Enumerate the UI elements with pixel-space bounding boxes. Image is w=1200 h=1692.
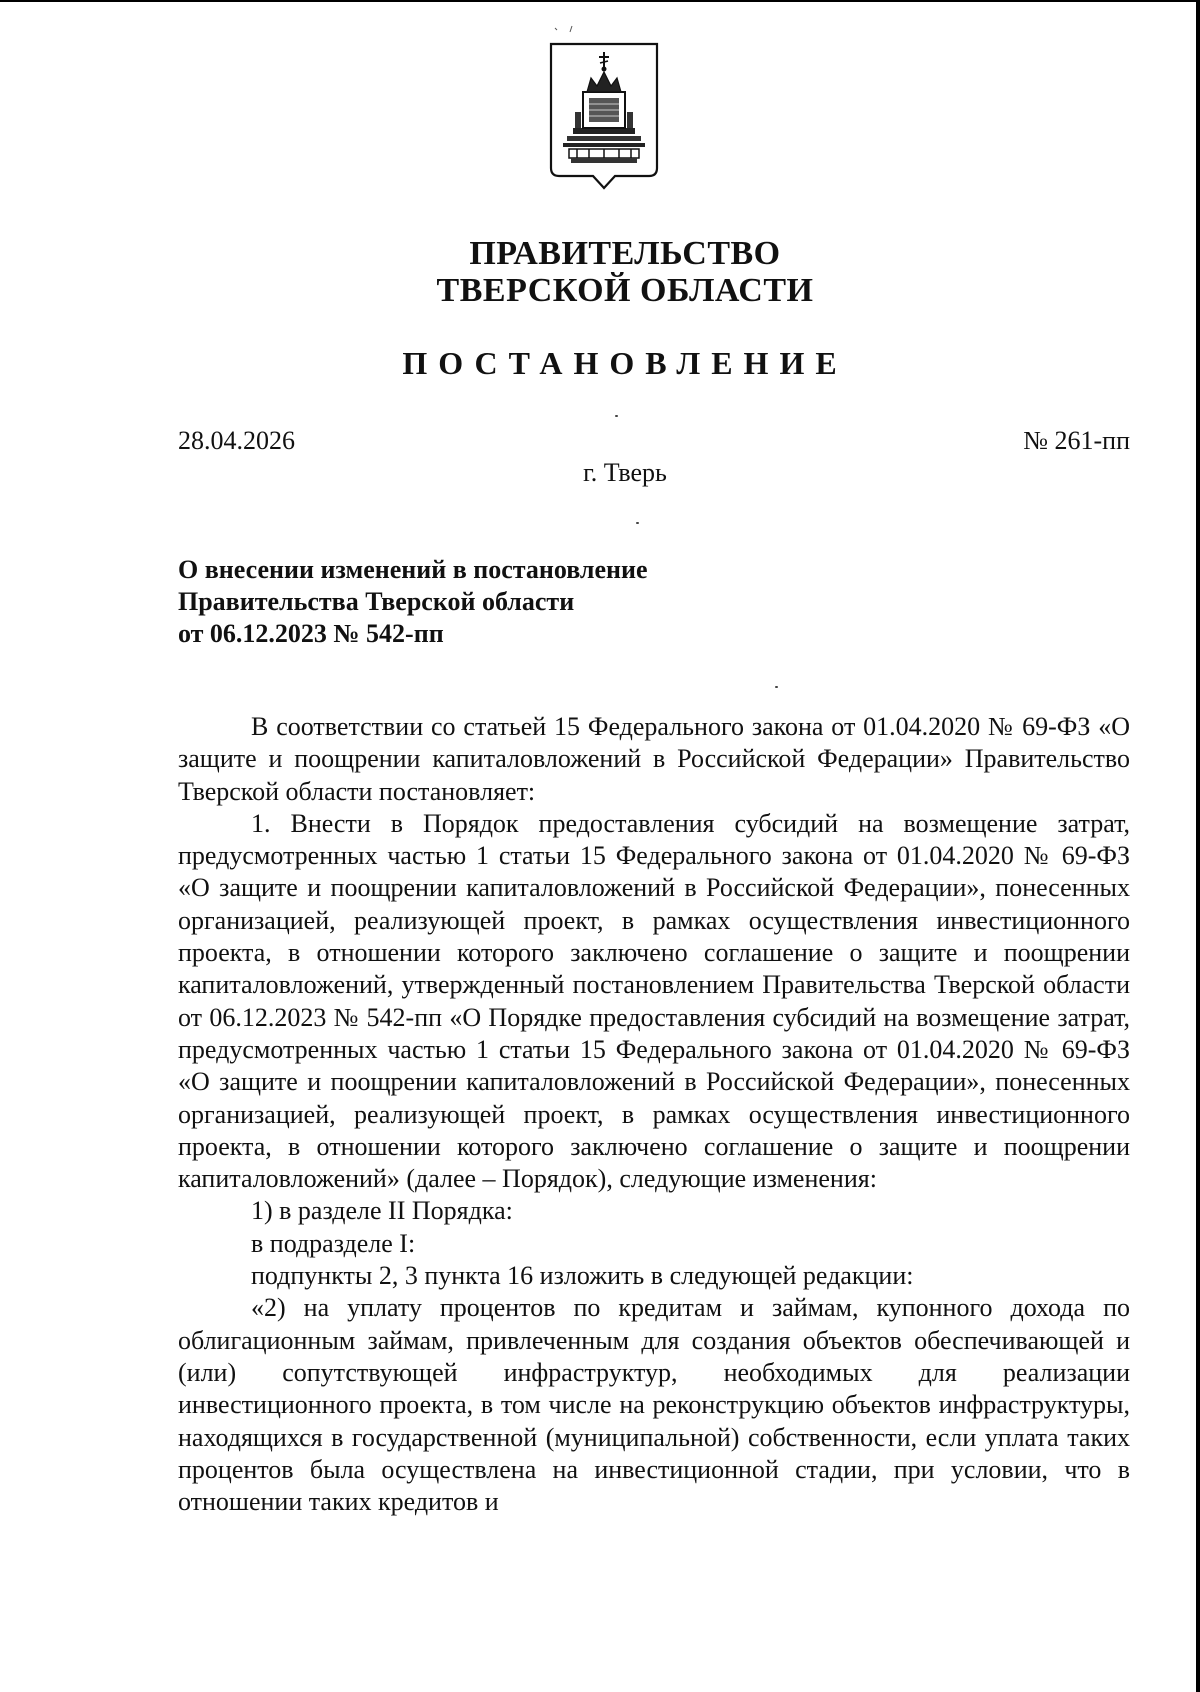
body-paragraph: «2) на уплату процентов по кредитам и займам, купонного дохода по облигационным займам, привлеченным для создания объектов обеспечивающей и (или) сопутствующей инфраструктур, необходимых для реализации инвестиционного проекта, в том числе на реконструкцию объектов инфраструктуры, находящихся в государственной (муниципальной) собственности, если уплата таких процентов была осуществлена на инвестиционной стадии, при условии, что в отношении таких кредитов и (178, 1293, 1130, 1517)
body-paragraph: 1. Внести в Порядок предоставления субсидий на возмещение затрат, предусмотренных частью 1 статьи 15 Федерального закона от 01.04.2020 № 69-ФЗ «О защите и поощрении капиталовложений в Российской Федерации», понесенных организацией, реализующей проект, в рамках осуществления инвестиционного проекта, в отношении которого заключено соглашение о защите и поощрении капиталовложений, утвержденный постановлением Правительства Тверской области от 06.12.2023 № 542-пп «О Порядке предоставления субсидий на возмещение затрат, предусмотренных частью 1 статьи 15 Федерального закона от 01.04.2020 № 69-ФЗ «О защите и поощрении капиталовложений в Российской Федерации», понесенных организацией, реализующей проект, в рамках осуществления инвестиционного проекта, в отношении которого заключено соглашение о защите и поощрении капиталовложений» (далее – Порядок), следующие изменения: (178, 808, 1130, 1194)
document-number: № 261-пп (1023, 426, 1130, 455)
document-date: 28.04.2026 (178, 426, 295, 455)
document-city: г. Тверь (583, 458, 667, 487)
subject-line: от 06.12.2023 № 542-пп (178, 619, 444, 648)
government-name-line2: ТВЕРСКОЙ ОБЛАСТИ (436, 272, 814, 309)
document-subject (178, 554, 648, 650)
body-paragraph: подпункты 2, 3 пункта 16 изложить в следующей редакции: (251, 1261, 914, 1291)
body-paragraph: 1) в разделе II Порядка: (251, 1196, 513, 1226)
body-paragraph: в подразделе I: (251, 1228, 416, 1258)
document-body (178, 711, 1130, 1518)
body-paragraph: В соответствии со статьей 15 Федерального закона от 01.04.2020 № 69-ФЗ «О защите и поощрении капиталовложений в Российской Федерации» Правительство Тверской области постановляет: (178, 712, 1130, 806)
scan-speck (615, 415, 618, 417)
government-name-line1: ПРАВИТЕЛЬСТВО (469, 235, 781, 272)
subject-line: О внесении изменений в постановление (178, 555, 648, 584)
scan-border-top (0, 0, 1200, 2)
subject-line: Правительства Тверской области (178, 587, 575, 616)
scan-speck (636, 522, 639, 524)
scan-speck (775, 686, 778, 688)
coat-of-arms-icon (545, 20, 663, 200)
document-type-heading: ПОСТАНОВЛЕНИЕ (402, 345, 848, 381)
